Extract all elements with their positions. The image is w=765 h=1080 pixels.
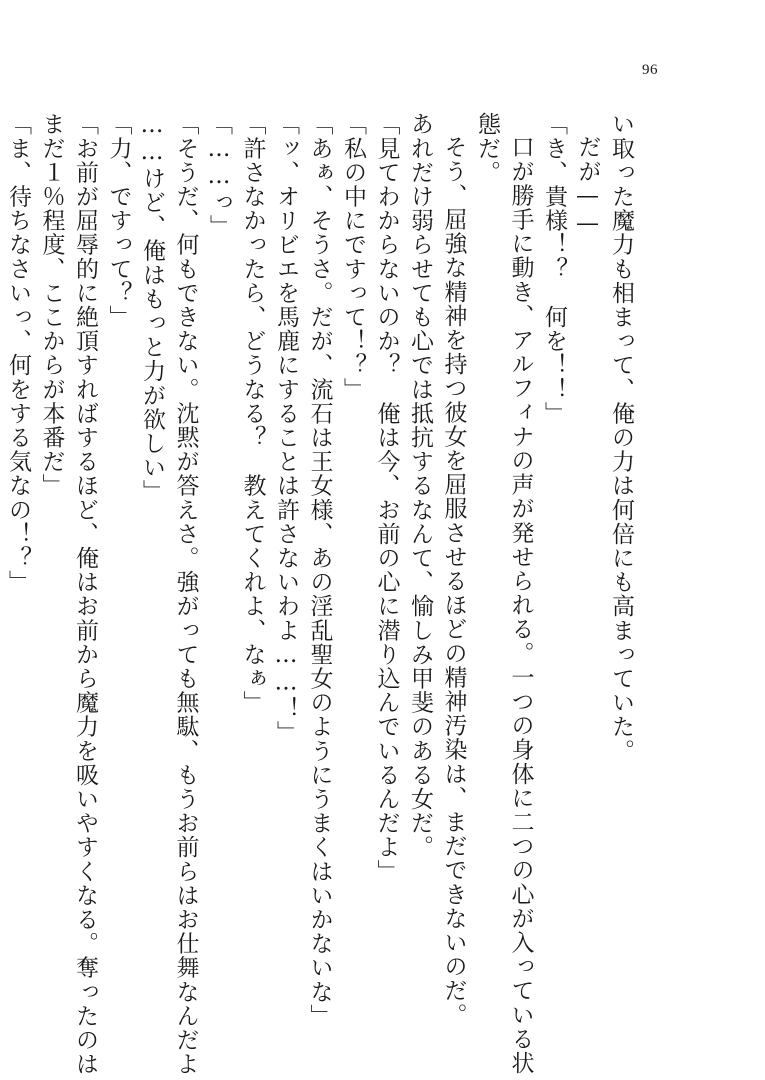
text-line: そう、屈強な精神を持つ彼女を屈服させるほどの精神汚染は、まだできないのだ。 <box>440 135 467 1027</box>
text-line: 「許さなかったら、どうなる？ 教えてくれよ、なぁ」 <box>239 112 266 715</box>
text-line: い取った魔力も相まって、俺の力は何倍にも高まっていた。 <box>608 112 634 763</box>
text-line <box>0 112 1 992</box>
text-line: 「……っ」 <box>206 112 232 239</box>
text-line: だが—— <box>574 135 601 238</box>
text-line: 口が勝手に動き、アルフィナの声が発せられる。一つの身体に二つの心が入っている状 <box>507 135 534 1075</box>
text-line: 「見てわからないのか？ 俺は今、お前の心に潜り込んでいるんだよ」 <box>373 112 400 884</box>
text-line: 「ッ、オリビエを馬鹿にすることは許さないわよ……！」 <box>273 112 299 745</box>
text-line: 「私の中にですって！？」 <box>340 112 366 402</box>
text-line: 「そうだ、何もできない。沈黙が答えさ。強がっても無駄、もうお前らはお仕舞なんだよ <box>172 112 199 1076</box>
text-line: ……けど、俺はもっと力が欲しい」 <box>139 112 165 504</box>
vertical-text-body <box>0 112 637 1076</box>
text-line: 態だ。 <box>474 112 500 185</box>
text-line: まだ１％程度、ここからが本番だ」 <box>38 112 65 498</box>
text-line: 「力、ですって？」 <box>105 112 132 329</box>
text-line: 「き、貴様！？ 何を！！」 <box>541 112 567 426</box>
page-number: 96 <box>642 62 658 78</box>
text-line: 「お前が屈辱的に絶頂すればするほど、俺はお前から魔力を吸いやすくなる。奪ったのは <box>72 112 98 1076</box>
text-line: あれだけ弱らせても心では抵抗するなんて、愉しみ甲斐のある女だ。 <box>407 112 433 860</box>
text-line: 「ま、待ちなさいっ、何をする気なの！？」 <box>5 112 31 594</box>
text-line: 「あぁ、そうさ。だが、流石は王女様、あの淫乱聖女のようにうまくはいかないな」 <box>306 112 333 1028</box>
